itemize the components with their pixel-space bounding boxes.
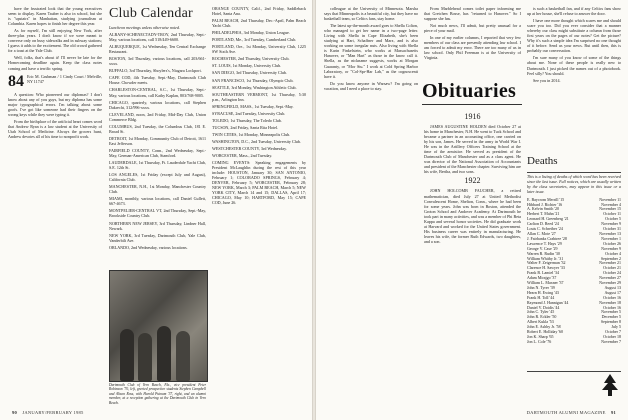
calendar-entry: COLUMBUS, 2nd Tuesday, the Columbus Club, 181 E. Broad St. <box>109 123 206 134</box>
club-calendar-title: Club Calendar <box>109 6 193 21</box>
death-date: November 29 <box>599 280 621 286</box>
right-page <box>316 0 628 420</box>
paragraph: Well, folks, that's about it! I'll never be late for the Homecoming deadline again. Keep the class notes coming and have a terrific spring. <box>8 55 102 71</box>
deceased-name: Jon L. Cole '76 <box>527 338 552 344</box>
deceased-name: John N. Tyrer '39 <box>527 284 555 290</box>
deceased-name: Daniel V. Doidis '44 <box>527 304 560 310</box>
death-date: October 16 <box>603 294 621 300</box>
class-year: 1922 <box>464 176 481 186</box>
deceased-name: William Whitby Jr. '31 <box>527 255 564 261</box>
paragraph: have the frustrated look that the young executives seem to display. Karen Tauber is also in school, but she is "upstairs" in Manhattan, studying journalism at Columbia. Karen hopes to finish her degree this year. <box>8 6 102 27</box>
calendar-entry: WESTCHESTER COUNTY, 3rd Wednesday. <box>212 145 287 151</box>
left-footer <box>8 410 83 415</box>
class-notes-column <box>8 6 102 402</box>
deceased-name: Walter F. Zeigerman '32 <box>527 260 566 266</box>
class-secretary-address: Eric M. Grubman / 1 Cindy Court / Melville, NY 11747 <box>27 73 102 84</box>
pine-tree-icon <box>601 374 619 398</box>
calendar-entry: SEATTLE, 3rd Monday, Washington Athletic Club. <box>212 84 297 90</box>
calendar-entry: WASHINGTON, D.C., 2nd Tuesday, University Club. <box>212 138 301 144</box>
paragraph: Do you know anyone in Warsaw? I'm going on vacation, and I need a place to stay. <box>324 80 418 91</box>
deceased-name: Louis C. Schreiber '24 <box>527 226 563 232</box>
calendar-entry: ORLANDO, 2nd Wednesday, various locations. <box>109 244 188 250</box>
death-date: November 21 <box>599 260 621 266</box>
calendar-entry: PALM BEACH, 2nd Thursday, Dec.-April, Palm Beach Yacht Club. <box>212 18 306 29</box>
class-notes-column <box>324 6 418 402</box>
calendar-entry: SPRINGFIELD, MASS., 1st Tuesday, Sept.-May. <box>212 103 294 109</box>
paragraph: I'm sure many of you know of some of the things about me. None of these people is really new to Dartmouth. I just picked the names out of a photobook. Feel silly? You should. <box>527 55 621 76</box>
deceased-name: Robert E. Holliday '60 <box>527 329 564 335</box>
calendar-entry: ROCHESTER, 2nd Thursday, University Club. <box>212 56 290 62</box>
calendar-entry: PORTLAND, Me., 3rd Tuesday, Cumberland Club. <box>212 37 297 43</box>
issue-label: DARTMOUTH ALUMNI MAGAZINE <box>526 410 606 415</box>
calendar-entry: ALBANY-SCHENECTADY-TROY, 2nd Thursday, Sept.-May, various locations, call 518/449-6600. <box>109 32 206 43</box>
class-year: 1916 <box>464 112 481 121</box>
calendar-entry: CHARLESTON-CENTRAL, S.C., 1st Thursday, Sept.-May, various locations, call Kathy Kaplan, 803/768-9005. <box>109 87 206 98</box>
calendar-entry: FAIRFIELD COUNTY, Conn., 2nd Wednesday, Sept.-May, German-American Club, Stamford. <box>109 147 206 158</box>
death-date: November 18 <box>599 299 621 305</box>
death-date: September 2 <box>600 255 621 261</box>
death-date: October 7 <box>605 329 621 335</box>
paragraph: In one of my earlier columns, I reported that very few members of our class are presently attending law school. I am forced to admit my error. There are too many of us in law school. Only Phil Freeman is at the University of Virginia. <box>424 35 521 61</box>
deceased-name: Jon K. Sharp '65 <box>527 334 554 339</box>
deceased-name: Carlton D. Reed '24 <box>527 221 559 227</box>
class-notes-column <box>527 6 621 152</box>
calendar-entry: MONTPELIER-CENTRAL VT, 2nd Thursday, Sept.-May, Brookside Country Club. <box>109 208 206 219</box>
death-date: October 5 <box>605 216 621 222</box>
death-date: November 9 <box>601 245 621 251</box>
calendar-entry: CLEVELAND, noon, 2nd Friday, Mid-Day Club, Union Commerce Bldg. <box>109 111 206 122</box>
paragraph: The latest up-the-month award goes to Shella Colton, who managed to get her name in a two-page letter. Living with Shella in Cape Elizabeth, she's been studying at Hart, Schaffner and Marx, and is also working on some irregular nuts. Also living with Shella is Karin Finkelstein, who works at Massachusetts Hanover, or "Man Hart" as those in the know call it. Shella, as the nickname suggests, works at Morgan Guaranty, or "Mor Stu." I work at Cold Spring Harbor Laboratory, or "Col-Spr-Har Lab," as the cognoscenti have it. <box>324 23 418 79</box>
obituary-text: JOHN HOLCOMB FAUCHER, a retired mathematician, died July 27 at United Methodist Convalescent Home, Shelton, Conn., where he had been for some years. John was born in Boston, attended the Groton School and Andover Academy. At Dartmouth he took part in many activities, and was a member of Phi Beta Kappa and several honor societies. He did graduate work at Harvard and worked for the United States government. His business career was entirely in manufacturing. He leaves his wife, the former Ruth Edwards, two daughters, and a son. <box>424 188 521 244</box>
calendar-entry: BOSTON, 3rd Thursday, various locations, call 203/661-xxxx. <box>109 56 206 67</box>
deceased-name: George V. Case '29 <box>527 245 558 251</box>
deceased-name: Leonard H. Greenberg '21 <box>527 216 569 222</box>
calendar-entry: LAUDERDALE, 1st Thursday, Ft. Lauderdale Yacht Club, S.E. 12th St. <box>109 160 206 171</box>
death-date: October 21 <box>603 265 621 271</box>
death-date: November 7 <box>601 338 621 344</box>
death-date: August 13 <box>604 284 621 290</box>
death-date: December 5 <box>601 314 621 320</box>
person-figure <box>138 333 152 381</box>
death-date: July 5 <box>611 324 621 330</box>
paragraph: is such a basketball fan, and if any Celtics fans show up at her house, she'll refuse to answer the door. <box>527 6 621 17</box>
death-entry <box>527 340 621 345</box>
deceased-name: William L. Maxner '37 <box>527 280 564 286</box>
deceased-name: Frank B. Lamiel '34 <box>527 270 560 276</box>
death-date: November 5 <box>601 309 621 315</box>
person-figure <box>120 329 134 381</box>
death-date: November 27 <box>599 275 621 281</box>
photo-caption: Dartmouth Club of Vero Beach, Fla., vice president Peter Robinson '70, left, greeted prospective students Stephen Campbell and Alison Ross, with Harold Putnam '37, right, and an alumni member, at a reception gathering at the Dartmouth Club in Vero Beach. <box>109 383 206 405</box>
class-number: 84 <box>8 72 24 90</box>
paragraph: From the birthplace of the artificial heart comes word that Andrew Ryan is a law student at the University of Utah School of Medicine. Always the grocers hunt, Andrew devotes all of his time to nonprofit work. <box>8 118 102 139</box>
deceased-name: Warren R. Rudin '30 <box>527 250 560 256</box>
calendar-entry: NEW YORK, 3rd Tuesday, Dartmouth Club, Yale Club, Vanderbilt Ave. <box>109 232 206 243</box>
deceased-name: Hibbard J. Richter '16 <box>527 201 563 207</box>
paragraph: As for myself, I'm still enjoying New York, after three-plus years. I don't know if we were meant to converse only on busy sidewalks and in subway stations; I guess it adds to the excitement. The old crowd gathered for a toast at the Yale Club. <box>8 28 102 54</box>
calendar-entry: WORCESTER, Mass., 2nd Tuesday. <box>212 153 273 159</box>
deceased-name: Lawrence T. Hays '29 <box>527 240 562 246</box>
deaths-rows <box>527 198 621 345</box>
death-date: October 16 <box>603 304 621 310</box>
calendar-entry: SAN DIEGO, 3rd Thursday, University Club. <box>212 70 287 76</box>
coming-events: COMING EVENTS: Speaking engagements by President McLaughlin during the rest of this year include: HOUSTON, January 30; SAN ANTONIO, February 1; COLORADO SPRINGS, February 4; DENVER, February 5; WORCESTER, February 28; NEW YORK, March 3; PALM BEACH, March 5; NEW YORK CITY, March 14 and 15; DALLAS, April 17; CHICAGO, May 10; HARTFORD, May 15; CAPE COD, June 26. <box>212 160 306 206</box>
calendar-entry: ALBUQUERQUE, 1st Wednesday, Ten Central Exchange Restaurant. <box>109 44 206 55</box>
obituaries-title: Obituaries <box>422 80 517 102</box>
deceased-name: J. Fairbanks Crabtree '28 <box>527 235 567 241</box>
calendar-entry: CHICAGO, quarterly, various locations, call Stephen Dakrecht, 312/996-xxxx. <box>109 99 206 110</box>
deaths-title: Deaths <box>527 155 558 167</box>
deceased-name: Frank H. Toll '44 <box>527 294 555 300</box>
person-figure <box>176 331 190 381</box>
deceased-name: Clarence H. Sawyer '33 <box>527 265 565 271</box>
calendar-entry: SYRACUSE, 2nd Tuesday, University Club. <box>212 110 286 116</box>
death-date: November 4 <box>601 201 621 207</box>
death-date: October 24 <box>603 270 621 276</box>
calendar-entry: DETROIT, 1st Monday, Community Club of Detroit, 1611 East Jefferson. <box>109 135 206 146</box>
calendar-entry: MANCHESTER, N.H., 1st Monday, Manchester Country Club. <box>109 184 206 195</box>
page-number: 90 <box>12 410 17 415</box>
calendar-entry: PHILADELPHIA, 3rd Monday, Union League. <box>212 30 290 36</box>
deceased-name: Hearn H. Ewing '43 <box>527 289 559 295</box>
calendar-entry: ORANGE COUNTY, Calif., 2nd Friday, Saddleback Hotel, Santa Ana. <box>212 6 306 17</box>
calendar-entry: BUFFALO, 3rd Thursday, Shoylers's, Niagara Lockport. <box>109 68 202 74</box>
deceased-name: John C. Tyler '45 <box>527 309 555 315</box>
person-figure <box>157 326 171 381</box>
deaths-intro: This is a listing of deaths of which word has been received since the last issue. Full notices, which are usually written by the class secretaries, may appear in this issue or a later issue. <box>527 174 621 194</box>
paragraph: A question: Who pioneered our diplomas? I don't know about any of you guys, but my diploma has some major typographical errors. I'm talking about some goofs. I've got like someone had their fingers on the wrong keys while they were typing it. <box>8 91 102 117</box>
calendar-entry: CAPE COD, 4th Tuesday, Sept.-May, Dartmouth Club House. Chowder meets. <box>109 75 206 86</box>
calendar-intro: Luncheon meetings unless otherwise noted. <box>109 25 181 30</box>
calendar-entry: LOS ANGELES, 1st Friday (except July and August), California Club. <box>109 172 206 183</box>
class-header <box>8 74 102 89</box>
paragraph: Not much news, I'll admit, but pretty unusual for a piece of your mail. <box>424 23 521 34</box>
deceased-name: Allan C. Mote '27 <box>527 230 556 236</box>
death-date: September 8 <box>600 319 621 325</box>
calendar-continued-column <box>212 6 306 402</box>
paragraph: From Marblehead comes toilet paper informing me that Gretchen Bosse, has "returned to Hanover." So I suppose she has. <box>424 6 521 22</box>
deceased-name: John R. Eckler '50 <box>527 314 557 320</box>
calendar-entry: PORTLAND, Ore., 1st Monday, University Club, 1225 SW Sixth Ave. <box>212 44 306 55</box>
paragraph: I have one more thought which scares me and should scare you too. Did you ever consider that a manner whereby our class might substitute a column from those first years on the pages of our notes? Get the picture? Why it's such a simple idea I'm surprised no one thought of it before. Send us your news. But until then, this is probably our conversation. <box>527 18 621 54</box>
calendar-entry: NORTHERN NEW JERSEY, 3rd Thursday, Lindner Hall, Newark. <box>109 220 206 231</box>
death-date: October 4 <box>605 250 621 256</box>
deceased-name: John E. Ashby Jr. '58 <box>527 324 561 330</box>
divider <box>422 104 522 105</box>
obituary-text: JAMES AUGUSTINE HOLDEN died October 27 at his home in Manchester, N.H. He went to Tuck School and became a partner in an accounting office, one carried on by his son, James. He served in the army in World War I. He was in the Artillery Officers Training School at the time of the armistice. He served as president of the Dartmouth Club of Manchester and as a class agent. He was director of the National Association of Accountants and president of the Manchester chapter. Surviving him are his wife, Bertha, and two sons. <box>424 124 521 175</box>
death-date: November 13 <box>599 230 621 236</box>
club-photo <box>109 270 208 382</box>
class-notes-column <box>424 6 521 80</box>
calendar-entry: TUCSON, 2nd Friday, Santa Rita Hotel. <box>212 124 279 130</box>
death-date: October 18 <box>603 334 621 339</box>
deceased-name: Adam Mirajgo '37 <box>527 275 557 281</box>
issue-label: JANUARY/FEBRUARY 1985 <box>22 410 84 415</box>
death-date: November 1 <box>601 235 621 241</box>
club-calendar-column <box>109 6 206 268</box>
death-date: October 31 <box>603 226 621 232</box>
deceased-name: A. Kelvin Smith '20 <box>527 206 560 212</box>
deaths-list <box>527 172 621 372</box>
death-date: November 9 <box>601 221 621 227</box>
deceased-name: Raymond J. Hannigan '44 <box>527 299 569 305</box>
death-date: November 15 <box>599 206 621 212</box>
death-date: October 11 <box>603 211 621 217</box>
calendar-entry: ST. LOUIS, 1st Monday, University Club. <box>212 63 282 69</box>
death-date: August 17 <box>604 289 621 295</box>
right-footer <box>527 410 620 415</box>
paragraph: colleague at the University of Minnesota. Marsha says that Minneapolis is a beautiful city, but they have no basketball team, so Celtics fans, stay home. <box>324 6 418 22</box>
deceased-name: Herbert T. Mahn '21 <box>527 211 560 217</box>
paragraph: See you in 2014. <box>533 77 561 83</box>
page-number: 91 <box>611 410 616 415</box>
calendar-entry: SAN FRANCISCO, 1st Thursday, Olympic Club. <box>212 77 294 83</box>
calendar-entry: MIAMI, monthly, various locations, call Daniel Gullett, 667-4673. <box>109 196 206 207</box>
calendar-entry: TWIN CITIES, 1st Monday, Minneapolis Club. <box>212 131 291 137</box>
death-date: November 11 <box>599 196 621 202</box>
calendar-entry: TOLEDO, 1st Thursday, The Toledo Club. <box>212 117 282 123</box>
deceased-name: Albert Kukla '53 <box>527 319 554 325</box>
calendar-entry: SOUTHEASTERN VERMONT, 1st Thursday, 5:30 p.m., Arlington Inn. <box>212 91 306 102</box>
obituaries-column <box>424 112 521 396</box>
left-page <box>0 0 312 420</box>
death-date: October 26 <box>603 240 621 246</box>
deceased-name: E. Baycrom Merrill '15 <box>527 196 565 202</box>
